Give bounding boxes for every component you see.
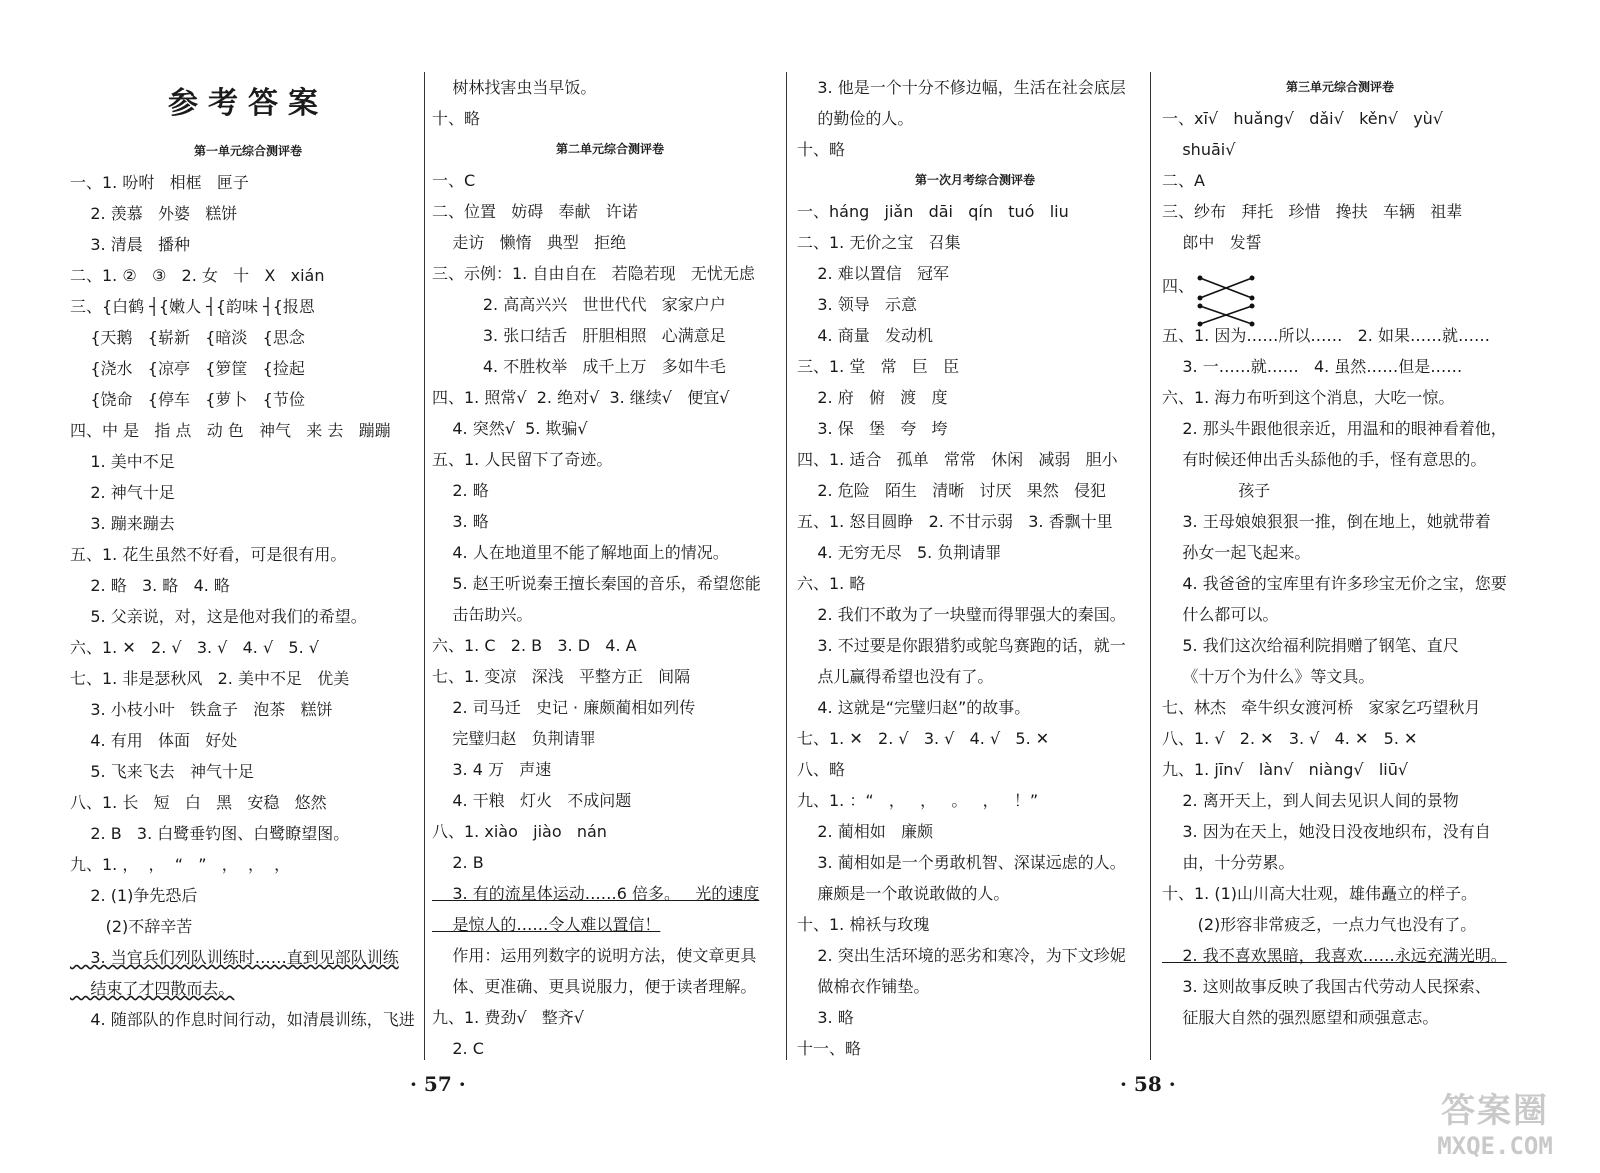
answer-line: 由，十分劳累。 [1162, 853, 1295, 872]
section-heading: 第一次月考综合测评卷 [914, 173, 1035, 187]
answer-line: 结束了才四散而去。 [70, 979, 235, 998]
answer-line: 2. 羡慕 外婆 糕饼 [70, 204, 238, 223]
answer-line: 点儿赢得希望也没有了。 [797, 667, 994, 686]
answer-line: 3. 蔺相如是一个勇敢机智、深谋远虑的人。 [797, 853, 1126, 872]
answer-line: 五、1. 怒目圆睁 2. 不甘示弱 3. 香飘十里 [797, 512, 1113, 531]
watermark-site: MXQE.COM [1437, 1132, 1553, 1160]
answer-line: 一、xī√ huǎng√ dǎi√ kěn√ yù√ [1162, 109, 1444, 128]
matching-lines-drawing [1196, 272, 1256, 330]
answer-line: 八、1. xiào jiào nán [432, 822, 607, 841]
answer-line: 十、略 [797, 140, 846, 159]
answer-line: 孙女一起飞起来。 [1162, 543, 1311, 562]
answer-line: 七、林杰 牵牛织女渡河桥 家家乞巧望秋月 [1162, 698, 1481, 717]
answer-line: shuāi√ [1162, 140, 1236, 159]
answer-line: 4. 突然√ 5. 欺骗√ [432, 419, 588, 438]
answer-line: 《十万个为什么》等文具。 [1162, 667, 1375, 686]
answer-column-1 [70, 72, 426, 1062]
answer-line: 四、1. 照常√ 2. 绝对√ 3. 继续√ 便宜√ [432, 388, 730, 407]
answer-line: 二、1. ② ③ 2. 女 十 X xián [70, 266, 325, 285]
answer-line: 八、1. √ 2. ✕ 3. √ 4. ✕ 5. ✕ [1162, 729, 1418, 748]
answer-line: 2. 离开天上，到人间去见识人间的景物 [1162, 791, 1459, 810]
answer-line: 四、1. 适合 孤单 常常 休闲 减弱 胆小 [797, 450, 1118, 469]
answer-line: 孩子 [1162, 481, 1271, 500]
answer-line: 5. 我们这次给福利院捐赠了钢笔、直尺 [1162, 636, 1459, 655]
answer-line: 3. 领导 示意 [797, 295, 917, 314]
answer-line: 三、{白鹤 ┤{嫩人 ┤{韵味 ┤{报恩 [70, 297, 315, 316]
answer-line: 作用：运用列数字的说明方法，使文章更具 [432, 946, 757, 965]
section-heading: 第二单元综合测评卷 [555, 142, 664, 156]
answer-line: 2. 蔺相如 廉颇 [797, 822, 933, 841]
answer-line: 2. B 3. 白鹭垂钓图、白鹭瞭望图。 [70, 824, 350, 843]
watermark-title: 答案圈 [1441, 1091, 1549, 1131]
answer-line: {饶命 {停车 {萝卜 {节俭 [70, 390, 305, 409]
answer-line: 3. 他是一个十分不修边幅，生活在社会底层 [797, 78, 1126, 97]
answer-line: 3. 王母娘娘狠狠一推，倒在地上，她就带着 [1162, 512, 1491, 531]
answer-line: 3. 不过要是你跟猎豹或鸵鸟赛跑的话，就一 [797, 636, 1126, 655]
answer-line: 一、1. 吩咐 相框 匣子 [70, 173, 249, 192]
answer-line: 六、1. C 2. B 3. D 4. A [432, 636, 637, 655]
answer-line: 2. C [432, 1039, 484, 1058]
answer-line: 4. 商量 发动机 [797, 326, 933, 345]
page-number-left: · 57 · [410, 1072, 466, 1096]
answer-column-4 [1162, 72, 1518, 1062]
answer-line: 二、A [1162, 171, 1205, 190]
answer-line: 十一、略 [797, 1039, 862, 1058]
answer-line: 2. 略 [432, 481, 489, 500]
answer-line: 3. 一……就…… 4. 虽然……但是…… [1162, 357, 1463, 376]
answer-line: 一、C [432, 171, 476, 190]
answer-line: 2. 略 3. 略 4. 略 [70, 576, 230, 595]
answer-line: 3. 这则故事反映了我国古代劳动人民探索、 [1162, 977, 1491, 996]
answer-line: 十、1. (1)山川高大壮观，雄伟矗立的样子。 [1162, 884, 1478, 903]
column-divider [424, 72, 425, 1060]
column-divider [786, 72, 787, 1060]
answer-line: 3. 蹦来蹦去 [70, 514, 175, 533]
answer-line: 2. 那头牛跟他很亲近，用温和的眼神看着他， [1162, 419, 1507, 438]
answer-line: 1. 美中不足 [70, 452, 175, 471]
answer-line: 二、1. 无价之宝 召集 [797, 233, 961, 252]
answer-line: 3. 略 [797, 1008, 854, 1027]
answer-line: 3. 当官兵们列队训练时……直到见部队训练 [70, 948, 399, 967]
answer-line: 走访 懒惰 典型 拒绝 [432, 233, 627, 252]
answer-line: 4. 不胜枚举 成千上万 多如牛毛 [432, 357, 726, 376]
answer-line: 七、1. ✕ 2. √ 3. √ 4. √ 5. ✕ [797, 729, 1050, 748]
answer-line: 4. 有用 体面 好处 [70, 731, 238, 750]
answer-line: (2)不辞辛苦 [70, 917, 193, 936]
answer-line: 九、1. 费劲√ 整齐√ [432, 1008, 585, 1027]
answer-line: 4. 这就是“完璧归赵”的故事。 [797, 698, 1031, 717]
answer-line: 六、1. 略 [797, 574, 866, 593]
answer-line: 2. 神气十足 [70, 483, 175, 502]
answer-line: 是惊人的……令人难以置信！ [432, 915, 661, 934]
answer-line: 的勤俭的人。 [797, 109, 914, 128]
answer-line: 四、中 是 指 点 动 色 神气 来 去 蹦蹦 [70, 421, 391, 440]
answer-line: 2. 危险 陌生 清晰 讨厌 果然 侵犯 [797, 481, 1106, 500]
answer-line: 三、示例：1. 自由自在 若隐若现 无忧无虑 [432, 264, 755, 283]
answer-line: 2. (1)争先恐后 [70, 886, 198, 905]
answer-line: 树林找害虫当早饭。 [432, 78, 597, 97]
answer-line: 2. 司马迁 史记 · 廉颇蔺相如列传 [432, 698, 696, 717]
answer-line: 体、更准确、更具说服力，便于读者理解。 [432, 977, 757, 996]
answer-line: 九、1. jīn√ làn√ niàng√ liū√ [1162, 760, 1409, 779]
answer-line: 3. 略 [432, 512, 489, 531]
answer-line: 3. 小枝小叶 铁盒子 泡茶 糕饼 [70, 700, 333, 719]
answer-line: 三、纱布 拜托 珍惜 搀扶 车辆 祖辈 [1162, 202, 1463, 221]
answer-line: 3. 保 堡 夸 垮 [797, 419, 948, 438]
answer-line: 4. 我爸爸的宝库里有许多珍宝无价之宝，您要 [1162, 574, 1507, 593]
answer-line: 六、1. 海力布听到这个消息，大吃一惊。 [1162, 388, 1455, 407]
answer-line: 做棉衣作铺垫。 [797, 977, 930, 996]
answer-line: 2. 我不喜欢黑暗，我喜欢……永远充满光明。 [1162, 946, 1507, 965]
answer-line: 3. 有的流星体运动……6 倍多。 光的速度 [432, 884, 760, 903]
answer-line: 九、1. ， ， “ ” ， ， ， [70, 855, 291, 874]
answer-line: 五、1. 人民留下了奇迹。 [432, 450, 613, 469]
answer-line: (2)形容非常疲乏，一点力气也没有了。 [1162, 915, 1477, 934]
answer-line: 2. 府 俯 渡 度 [797, 388, 948, 407]
answer-line: 郎中 发誓 [1162, 233, 1262, 252]
answer-column-2 [432, 72, 788, 1062]
answer-line: 5. 飞来飞去 神气十足 [70, 762, 254, 781]
answer-line: 2. 难以置信 冠军 [797, 264, 949, 283]
answer-line: 5. 赵王听说秦王擅长秦国的音乐，希望您能 [432, 574, 761, 593]
answer-line: 二、位置 妨碍 奉献 许诺 [432, 202, 638, 221]
answer-line: 2. 突出生活环境的恶劣和寒冷，为下文珍妮 [797, 946, 1126, 965]
answer-line: 4. 人在地道里不能了解地面上的情况。 [432, 543, 729, 562]
answer-line: 3. 清晨 播种 [70, 235, 190, 254]
answer-line-matching: 四、 [1162, 258, 1518, 289]
answer-line: {天鹅 {崭新 {暗淡 {思念 [70, 328, 305, 347]
column-divider [1150, 72, 1151, 1060]
answer-line: 2. B [432, 853, 484, 872]
answer-line: 十、略 [432, 109, 481, 128]
answer-line: 2. 我们不敢为了一块璧而得罪强大的秦国。 [797, 605, 1126, 624]
answer-line: 七、1. 非是瑟秋风 2. 美中不足 优美 [70, 669, 350, 688]
answer-line: 4. 无穷无尽 5. 负荆请罪 [797, 543, 1002, 562]
answer-column-3 [797, 72, 1153, 1062]
answer-line: 十、1. 棉袄与玫瑰 [797, 915, 930, 934]
answer-line: 九、1. ：“ ， ， 。 ， ！” [797, 791, 1039, 810]
answer-line: 3. 因为在天上，她没日没夜地织布，没有自 [1162, 822, 1491, 841]
answer-line: 完璧归赵 负荆请罪 [432, 729, 596, 748]
answer-line: 廉颇是一个敢说敢做的人。 [797, 884, 1010, 903]
answer-line: 五、1. 花生虽然不好看，可是很有用。 [70, 545, 347, 564]
answer-line: 征服大自然的强烈愿望和顽强意志。 [1162, 1008, 1439, 1027]
answer-line: 八、1. 长 短 白 黑 安稳 悠然 [70, 793, 327, 812]
answer-line: 5. 父亲说，对，这是他对我们的希望。 [70, 607, 367, 626]
answer-line: 八、略 [797, 760, 846, 779]
answer-line: 2. 高高兴兴 世世代代 家家户户 [432, 295, 726, 314]
section-heading: 第一单元综合测评卷 [193, 144, 302, 158]
section-heading: 第三单元综合测评卷 [1285, 80, 1394, 94]
page-title: 参考答案 [168, 86, 328, 121]
answer-line: {浇水 {凉亭 {箩筐 {捡起 [70, 359, 305, 378]
answer-line: 七、1. 变凉 深浅 平整方正 间隔 [432, 667, 691, 686]
answer-line: 4. 干粮 灯火 不成问题 [432, 791, 632, 810]
answer-line: 六、1. ✕ 2. √ 3. √ 4. √ 5. √ [70, 638, 319, 657]
answer-line: 3. 张口结舌 肝胆相照 心满意足 [432, 326, 726, 345]
answer-line: 4. 随部队的作息时间行动，如清晨训练，飞进 [70, 1010, 415, 1029]
watermark-logo [1395, 1090, 1595, 1168]
answer-line: 三、1. 堂 常 巨 臣 [797, 357, 960, 376]
answer-line: 什么都可以。 [1162, 605, 1279, 624]
answer-line: 3. 4 万 声速 [432, 760, 552, 779]
answer-line: 五、1. 因为……所以…… 2. 如果……就…… [1162, 326, 1490, 345]
answer-line: 击缶助兴。 [432, 605, 533, 624]
answer-line: 有时候还伸出舌头舔他的手，怪有意思的。 [1162, 450, 1487, 469]
page-number-right: · 58 · [1120, 1072, 1176, 1096]
answer-line: 一、háng jiǎn dāi qín tuó liu [797, 202, 1069, 221]
